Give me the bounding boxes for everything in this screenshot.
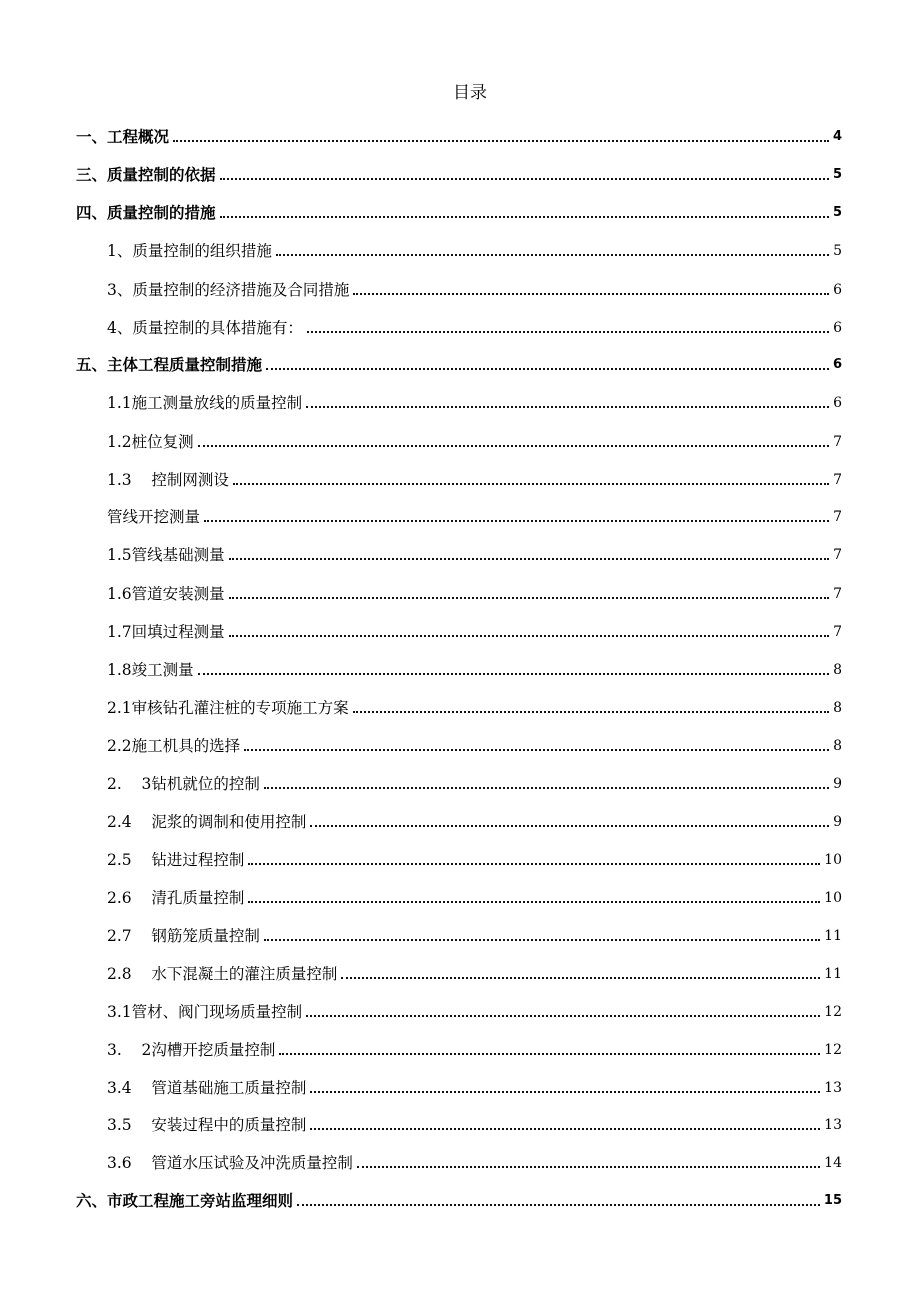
toc-entry[interactable] [107,502,842,526]
toc-entry-label: 4、质量控制的具体措施有： [107,319,303,337]
toc-entry-page-number: 11 [824,966,842,982]
toc-entry-label: 五、主体工程质量控制措施 [76,356,263,374]
toc-entry-page-number: 13 [824,1080,842,1096]
toc-entry-label: 1.5管线基础测量 [107,546,225,564]
toc-entry-page-number: 6 [832,357,842,372]
toc-leader-dots [264,939,820,941]
toc-entry-page-number: 15 [823,1193,842,1208]
toc-entry[interactable] [107,236,842,260]
toc-entry[interactable] [76,122,842,146]
toc-leader-dots [307,331,829,333]
toc-entry-page-number: 13 [824,1117,842,1133]
toc-entry-label: 2.8 水下混凝土的灌注质量控制 [107,965,338,983]
toc-entry-page-number: 7 [833,472,842,488]
toc-entry-page-number: 10 [824,890,842,906]
toc-entry-page-number: 4 [832,129,842,144]
toc-entry-label: 3.6 管道水压试验及冲洗质量控制 [107,1154,353,1172]
toc-entry-label: 2.1审核钻孔灌注桩的专项施工方案 [107,699,349,717]
toc-entry-page-number: 5 [832,167,842,182]
toc-title: 目录 [453,83,487,103]
toc-entry-label: 3.4 管道基础施工质量控制 [107,1079,307,1097]
toc-entry[interactable] [107,731,842,755]
toc-leader-dots [173,140,829,142]
toc-entry[interactable] [107,807,842,831]
toc-entry-label: 四、质量控制的措施 [76,204,216,222]
toc-entry[interactable] [76,1186,842,1210]
toc-entry[interactable] [107,465,842,489]
toc-entry[interactable] [107,388,842,412]
toc-entry-label: 六、市政工程施工旁站监理细则 [76,1192,294,1210]
toc-entry-page-number: 8 [833,700,842,716]
toc-entry-page-number: 8 [833,662,842,678]
toc-entry-page-number: 7 [833,547,842,563]
toc-leader-dots [276,254,829,256]
toc-entry-page-number: 12 [824,1004,842,1020]
toc-entry-label: 管线开挖测量 [107,508,201,526]
toc-entry[interactable] [107,845,842,869]
toc-entry[interactable] [76,198,842,222]
toc-leader-dots [264,787,829,789]
toc-entry[interactable] [107,540,842,564]
toc-leader-dots [229,635,829,637]
toc-leader-dots [266,368,829,370]
toc-leader-dots [229,558,829,560]
toc-entry-label: 1.2桩位复测 [107,433,194,451]
toc-entry-label: 2.5 钻进过程控制 [107,851,245,869]
toc-entry-page-number: 11 [824,928,842,944]
toc-entry-label: 2.6 清孔质量控制 [107,889,245,907]
toc-entry[interactable] [76,350,842,374]
toc-leader-dots [310,825,829,827]
toc-entry-label: 3. 2沟槽开挖质量控制 [107,1041,276,1059]
toc-entry-page-number: 7 [833,434,842,450]
toc-leader-dots [229,597,829,599]
toc-entry-label: 2.2施工机具的选择 [107,737,241,755]
toc-entry-page-number: 6 [833,395,842,411]
toc-entry-label: 1.6管道安装测量 [107,585,225,603]
toc-entry-page-number: 14 [824,1155,842,1171]
toc-entry[interactable] [107,1148,842,1172]
toc-leader-dots [353,711,829,713]
toc-entry-label: 三、质量控制的依据 [76,166,216,184]
toc-entry[interactable] [107,313,842,337]
toc-entry-label: 1.8竣工测量 [107,661,194,679]
toc-entry-label: 2. 3钻机就位的控制 [107,775,260,793]
toc-entry-label: 1、质量控制的组织措施 [107,242,272,260]
toc-leader-dots [204,520,829,522]
toc-entry-page-number: 7 [833,586,842,602]
toc-entry-page-number: 6 [833,282,842,298]
toc-leader-dots [357,1166,820,1168]
toc-leader-dots [341,977,820,979]
toc-entry-label: 1.1施工测量放线的质量控制 [107,394,303,412]
toc-entry-label: 3.1管材、阀门现场质量控制 [107,1003,303,1021]
toc-leader-dots [220,216,829,218]
toc-leader-dots [248,901,820,903]
toc-entry[interactable] [107,997,842,1021]
toc-entry[interactable] [107,769,842,793]
toc-leader-dots [306,406,829,408]
toc-entry[interactable] [107,693,842,717]
toc-leader-dots [279,1053,820,1055]
toc-leader-dots [297,1204,820,1206]
toc-entry-page-number: 10 [824,852,842,868]
toc-entry-page-number: 9 [833,814,842,830]
toc-entry-page-number: 8 [833,738,842,754]
toc-entry[interactable] [107,921,842,945]
toc-entry-page-number: 5 [833,243,842,259]
toc-leader-dots [233,483,829,485]
toc-entry[interactable] [107,1035,842,1059]
toc-leader-dots [198,445,829,447]
toc-entry-label: 2.4 泥浆的调制和使用控制 [107,813,307,831]
toc-entry[interactable] [107,579,842,603]
toc-leader-dots [248,863,820,865]
toc-entry[interactable] [107,275,842,299]
toc-leader-dots [220,178,829,180]
toc-entry-page-number: 5 [832,205,842,220]
toc-entry-page-number: 12 [824,1042,842,1058]
toc-entry[interactable] [107,655,842,679]
toc-entry[interactable] [107,1073,842,1097]
toc-entry-page-number: 7 [833,624,842,640]
toc-entry-page-number: 7 [833,509,842,525]
toc-entry[interactable] [107,883,842,907]
toc-entry-label: 3.5 安装过程中的质量控制 [107,1116,307,1134]
toc-leader-dots [306,1015,820,1017]
toc-leader-dots [353,293,829,295]
toc-entry[interactable] [107,617,842,641]
toc-entry-label: 1.7回填过程测量 [107,623,225,641]
toc-leader-dots [198,673,829,675]
toc-entry[interactable] [107,1110,842,1134]
toc-entry-page-number: 6 [833,320,842,336]
toc-entry-label: 3、质量控制的经济措施及合同措施 [107,281,350,299]
toc-entry[interactable] [76,160,842,184]
toc-leader-dots [310,1091,820,1093]
toc-entry[interactable] [107,959,842,983]
toc-entry-label: 1.3 控制网测设 [107,471,229,489]
toc-entry-page-number: 9 [833,776,842,792]
toc-leader-dots [310,1128,820,1130]
toc-entry-label: 2.7 钢筋笼质量控制 [107,927,260,945]
toc-entry[interactable] [107,427,842,451]
toc-entry-label: 一、工程概况 [76,128,170,146]
toc-leader-dots [244,749,829,751]
